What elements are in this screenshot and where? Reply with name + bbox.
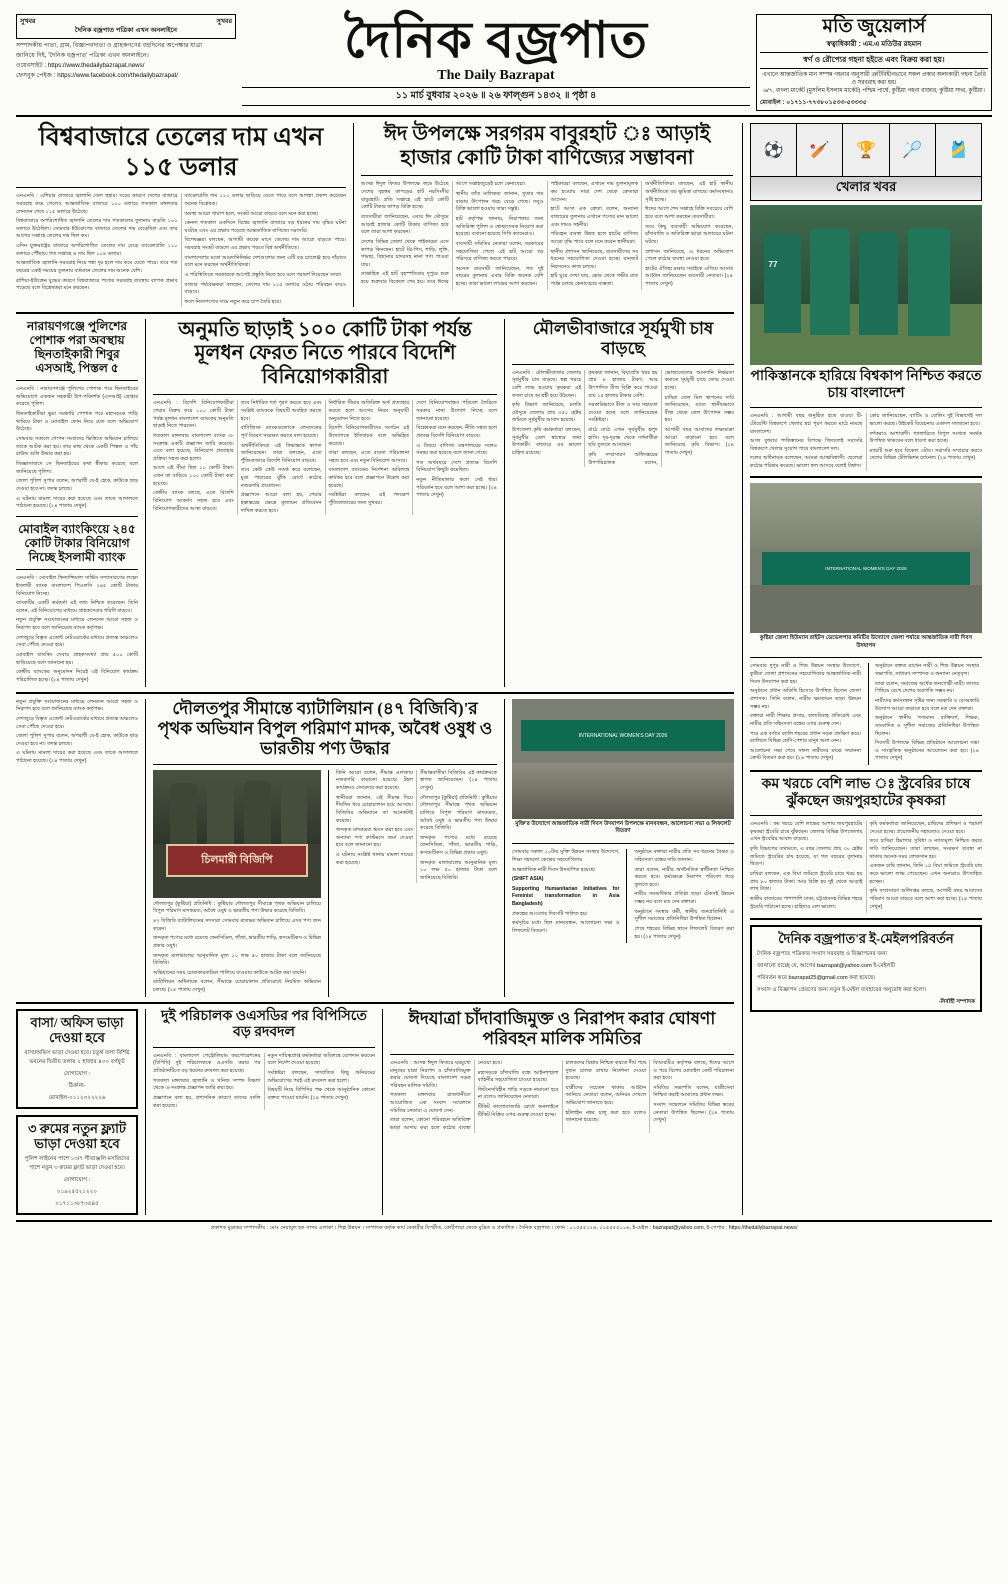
sports-section-label: খেলার খবর (750, 177, 982, 201)
paper-title: দৈনিক বজ্রপাত (344, 12, 648, 68)
jeweller-advertisement (756, 14, 992, 111)
house-rent-ad-contact-label: যোগাযোগ : (63, 1070, 91, 1077)
medal-icon: 🎽 (948, 142, 969, 160)
website-label: ওয়েবসাইট : (16, 61, 47, 69)
directors-headline: দুই পরিচালক ওএসডির পর বিপিসিতে বড় রদবদল (161, 1008, 367, 1041)
masthead-online-notice (16, 14, 236, 82)
directors-body: এনএনবি : বাংলাদেশ পেট্রোলিয়াম করপোরেশনের (বিপিসি) দুই পরিচালককে ওএসডি করার পর প্রতিষ্ঠানটিতে বড় ধরনের রদবদল করা হয়েছে। গতকাল মঙ্গলবার জ্বালানি ও খনিজ সম্পদ বিভাগ থেকে এ-সংক্রান্ত প্রজ্ঞাপন জারি করা হয়। প্রজ্ঞাপনে বলা হয়, প্রশাসনিক কারণে তাদের বদলি করা হয়েছে। নতুন দায়িত্বপ্রাপ্ত কর্মকর্তারা অবিলম্বে যোগদান করবেন বলে নির্দেশ দেওয়া হয়েছে। সংশ্লিষ্টরা বলছেন, সাম্প্রতিক কিছু অনিয়মের অভিযোগের পরই এই রদবদল করা হলো। বিষয়টি নিয়ে বিপিসির পক্ষ থেকে আনুষ্ঠানিক কোনো বক্তব্য পাওয়া যায়নি। (২৪ পাতায় দেখুন) (153, 1052, 375, 1109)
email-notice-title: দৈনিক বজ্রপাত'র ই-মেইলপরিবর্তন (778, 931, 954, 947)
police-body: এনএনবি : নারায়ণগঞ্জে পুলিশের পোশাক পরে ছিনতাইয়ের অভিযোগে একজন সহকারী উপ-পরিদর্শক (এসআই) গ্রেপ্তার করেছে পুলিশ। ছিনতাইকারীরা ভুয়া সরকারি পোশাক পরে মহাসড়কে গাড়ি থামিয়ে টাকা ও মোবাইল ফোন নিয়ে যেত বলে অভিযোগ উঠেছে। সোমবার সকালে গোপন সংবাদের ভিত্তিতে অভিযান চালিয়ে তাকে আটক করা হয়। তার কাছ থেকে একটি পিস্তল ও পাঁচ রাউন্ড গুলি উদ্ধার করা হয়। জিজ্ঞাসাবাদে সে ছিনতাইয়ের কথা স্বীকার করেছে বলে জানিয়েছে পুলিশ। জেলা পুলিশ সুপার বলেন, অপরাধী যে-ই হোক, কাউকে ছাড় দেওয়া হবে না। তদন্ত চলছে। এ ঘটনায় মামলা দায়ের করা হয়েছে এবং তাকে আদালতে পাঠানো হয়েছে। (২৪ পাতায় দেখুন) (16, 386, 138, 510)
email-notice-line-1: দৈনিক বজ্রপাত পত্রিকার সংবাদ সরবরাহ ও বিজ্ঞাপনের জন্য (757, 950, 888, 957)
football-icon: ⚽ (751, 124, 797, 176)
bank-body: এনএনবি : মোবাইল ফিন্যান্সিয়াল সার্ভিস সম্প্রসারণের লক্ষ্যে ইসলামী ব্যাংক বাংলাদেশ পিএলসি ২৪৫ কোটি টাকার বিনিয়োগ নিচ্ছে। ব্যাংকটির একটি কর্মকর্তা এই তথ্য নিশ্চিত করেছেন। তিনি বলেন, এই বিনিয়োগের মাধ্যমে গ্রাহকসেবার পরিধি বাড়বে। নতুন প্রযুক্তি সংযোজনের মাধ্যমে লেনদেন আরো সহজ ও নিরাপদ হবে বলে জানিয়েছে ব্যাংক কর্তৃপক্ষ। দেশজুড়ে বিস্তৃত এজেন্ট নেটওয়ার্কের মাধ্যমে প্রত্যন্ত অঞ্চলেও সেবা পৌঁছে দেওয়া হবে। মোবাইল ব্যাংকিং সেবায় গ্রাহকসংখ্যা প্রায় ৫০০ কোটি ছাড়িয়েছে বলে জানানো হয়। কেন্দ্রীয় ব্যাংকের অনুমোদন নিয়েই এই বিনিয়োগ কার্যক্রম পরিচালিত হচ্ছে। (২৪ পাতায় দেখুন) (16, 575, 138, 683)
ad-body: এখানে আন্তর্জাতিক মান সম্পন্ন গহনার অনুসারী ত্রুটিবিহীনভাবে সকল প্রকার অলংকারী গহনা তৈরি ও সরবরাহ করা হয়। (762, 71, 986, 86)
police-body-continued: নতুন প্রযুক্তি সংযোজনের মাধ্যমে লেনদেন আরো সহজ ও নিরাপদ হবে বলে জানিয়েছে ব্যাংক কর্তৃপক্ষ। দেশজুড়ে বিস্তৃত এজেন্ট নেটওয়ার্কের মাধ্যমে প্রত্যন্ত অঞ্চলেও সেবা পৌঁছে দেওয়া হবে। জেলা পুলিশ সুপার বলেন, অপরাধী যে-ই হোক, কাউকে ছাড় দেওয়া হবে না। তদন্ত চলছে। এ ঘটনায় মামলা দায়ের করা হয়েছে এবং তাকে আদালতে পাঠানো হয়েছে। (২৪ পাতায় দেখুন) (16, 698, 138, 765)
womens-day-body-col2: অনুষ্ঠানে বক্তব্য রাখেন নারী ও শিশু উন্নয়ন সংস্থার সভাপতি, সাধারণ সম্পাদক ও অন্যান্য নেতৃবৃন্দ। তারা বলেন, সমাজের অর্ধেক জনগোষ্ঠী নারী। তাদের পিছিয়ে রেখে দেশের অগ্রগতি সম্ভব নয়। নারীদের কর্মসংস্থান সৃষ্টির জন্য সরকারি ও বেসরকারি উদ্যোগ আরো বাড়াতে হবে বলে মত দেন বক্তারা। অনুষ্ঠানে স্থানীয় গণ্যমান্য ব্যক্তিবর্গ, শিক্ষক, সাংবাদিক ও সুশীল সমাজের প্রতিনিধিরা উপস্থিত ছিলেন। দিবসটি উপলক্ষে বিভিন্ন প্রতিষ্ঠানে আলোচনা সভা ও সাংস্কৃতিক অনুষ্ঠানের আয়োজন করা হয়। (২৪ পাতায় দেখুন) (875, 663, 979, 762)
masthead (16, 14, 992, 117)
womens-day-discussion-photo: INTERNATIONAL WOMEN'S DAY 2026 (512, 699, 734, 819)
flat-rent-ad-title: ৩ রুমের নতুন ফ্ল্যাট ভাড়া দেওয়া হবে (28, 1120, 126, 1152)
facebook-label: ফেসবুক পেইজ : (16, 71, 56, 79)
ad-brand-name: মতি জুয়েলার্স (822, 16, 926, 37)
strawberry-headline: কম খরচে বেশি লাভ ঃ স্ট্রবেরির চাষে ঝুঁকছেন জয়পুরহাটের কৃষকরা (761, 777, 971, 809)
transport-headline: ঈদযাত্রা চাঁদাবাজিমুক্ত ও নিরাপদ করার ঘোষণা পরিবহন মালিক সমিতির (408, 1008, 716, 1048)
bgb-body-col2: তিনি আরো বলেন, সীমান্ত এলাকায় নজরদারি বাড়ানো হয়েছে। টহল কার্যক্রমও জোরদার করা হয়েছে। স্থানীয়রা জানান, এই সীমান্ত দিয়ে দীর্ঘদিন ধরে চোরাচালান হয়ে আসছে। বিজিবির অভিযানে তা অনেকটাই কমেছে। জব্দকৃত মাদকদ্রব্য ধ্বংস করা হবে এবং অন্যান্য পণ্য কাস্টমসে জমা দেওয়া হবে বলে জানানো হয়। এ ঘটনায় সংশ্লিষ্ট থানায় মামলা দায়ের করা হয়েছে। সীমান্তবাসীরা বিজিবির এই কার্যক্রমকে স্বাগত জানিয়েছেন। (২৪ পাতায় দেখুন) দৌলতপুর (কুষ্টিয়া) প্রতিনিধি : কুষ্টিয়ার দৌলতপুর সীমান্তে পৃথক অভিযান চালিয়ে বিপুল পরিমাণ মাদকদ্রব্য, অবৈধ ওষুধ ও ভারতীয় পণ্য উদ্ধার করেছে বিজিবি। জব্দকৃত পণ্যের মধ্যে রয়েছে ফেনসিডিল, গাঁজা, ভারতীয় শাড়ি, কসমেটিকস ও বিভিন্ন প্রকার ওষুধ। জব্দকৃত মালামালের আনুমানিক মূল্য ১০ লক্ষ ৫০ হাজার টাকা বলে জানিয়েছে বিজিবি। (335, 769, 497, 882)
paper-title-english: The Daily Bazrapat (437, 67, 555, 83)
bgb-seizure-photo (153, 770, 321, 898)
foreign-investment-headline: অনুমতি ছাড়াই ১০০ কোটি টাকা পর্যন্ত মূলধন ফেরত নিতে পারবে বিদেশি বিনিয়োগকারীরা (178, 318, 472, 388)
police-headline: নারায়ণগঞ্জে পুলিশের পোশাক পরা অবস্থায় ছিনতাইকারী শিবুর এসআই, পিস্তল ৫ (26, 318, 128, 376)
house-rent-ad (16, 1009, 138, 1109)
masthead-title-block (242, 14, 750, 106)
notice-center: দৈনিক বজ্রপাত পত্রিকা এখন অনলাইনে (74, 27, 178, 35)
bgb-headline: দৌলতপুর সীমান্তে ব্যাটালিয়ান (৪৭ বিজিবি)'র পৃথক অভিযান বিপুল পরিমাণ মাদক, অবৈধ ওষুধ ও ভারতীয় পণ্য উদ্ধার (157, 698, 493, 758)
house-rent-ad-mobile: মোবাইল-০১১২৩২২২২৬ (48, 1094, 106, 1101)
sunflower-body: এনএনবি : মৌলভীবাজার জেলায় সূর্যমুখীর চাষ বাড়ছে। স্বল্প খরচে বেশি লাভ হওয়ায় কৃষকরা এই ফসল চাষে আগ্রহী হয়ে উঠছেন। কৃষি বিভাগ জানিয়েছে, চলতি মৌসুমে জেলায় প্রায় ৩৫০ হেক্টর জমিতে সূর্যমুখীর আবাদ হয়েছে। উপজেলা কৃষি কর্মকর্তারা বলছেন, সূর্যমুখীর তেল স্বাস্থ্যের জন্য উপকারী। বাজারে এর ভালো চাহিদা রয়েছে। কৃষকরা জানান, বিঘাপ্রতি খরচ হয় প্রায় ৮ হাজার টাকা। আর উৎপাদিত বীজ বিক্রি করে পাওয়া যায় ২৫ হাজার টাকার বেশি। সরকারিভাবে বীজ ও সার সহায়তা দেওয়া হচ্ছে বলে জানিয়েছেন সংশ্লিষ্টরা। মাঠে মাঠে এখন সূর্যমুখীর হলুদ হাসি। দূর-দূরান্ত থেকে দর্শনার্থীরা ছবি তুলতে আসছেন। কৃষি সম্প্রসারণ অধিদপ্তরের উপপরিচালক বলেন, ভোজ্যতেলের আমদানি নির্ভরতা কমাতে সূর্যমুখী চাষে জোর দেওয়া হচ্ছে। চাষিরা তেল মিল স্থাপনের দাবি জানিয়েছেন, যাতে স্থানীয়ভাবে বীজ থেকে তেল উৎপাদন সম্ভব হয়। আগামী বছর আবাদের লক্ষ্যমাত্রা আরো বাড়ানো হবে বলে জানিয়েছে কৃষি বিভাগ। (২৪ পাতায় দেখুন) (512, 369, 734, 466)
email-notice-line-2: জানানো যাচ্ছে যে, আগের bazrapat@yahoo.com ই-মেইলটি (757, 962, 896, 969)
womens-day-rally-caption: কুষ্টিয়া জেলা হিউম্যান রাইটস ডেভেলপার কমিটির উদ্যোগে জেলা পর্যায়ে আন্তর্জাতিক নারী দিবস উদযাপন (759, 634, 973, 649)
dateline: ১১ মার্চ বুধবার ২০২৬ ॥ ২৬ ফাল্গুন ১৪৩২ ॥ পৃষ্ঠা ৪ (242, 87, 750, 106)
bank-headline: মোবাইল ব্যাংকিংয়ে ২৪৫ কোটি টাকার বিনিয়োগ নিচ্ছে ইসলামী ব্যাংক (18, 521, 136, 565)
transport-body: এনএনবি : আসন্ন ঈদুল ফিতরে ঘরমুখো মানুষের যাত্রা নিরাপদ ও চাঁদাবাজিমুক্ত করার ঘোষণা দিয়েছে বাংলাদেশ সড়ক পরিবহন মালিক সমিতি। গতকাল মঙ্গলবার রাজধানীতে আয়োজিত এক সংবাদ সম্মেলনে সমিতির নেতারা এ ঘোষণা দেন। তারা বলেন, কোনো পরিবহনে অতিরিক্ত ভাড়া আদায় করা হলে কঠোর ব্যবস্থা নেওয়া হবে। মহাসড়কে চাঁদাবাজি বন্ধে আইনশৃঙ্খলা বাহিনীর সহযোগিতা চাওয়া হয়েছে। ফিটনেসবিহীন গাড়ি সড়কে নামানো হবে না বলেও জানিয়েছেন নেতারা। টিকিট কালোবাজারি রোধে অনলাইনে টিকিট বিক্রির ওপর গুরুত্ব দেওয়া হচ্ছে। চালকদের বিশ্রাম নিশ্চিত করতে দীর্ঘ পথে দুজন চালক রাখার নির্দেশনা দেওয়া হয়েছে। যাত্রীদের সচেতন থাকার আহ্বান জানিয়ে নেতারা বলেন, অনিয়ম দেখলে অভিযোগ জানাতে হবে। হটলাইন নম্বর চালু করা হবে বলেও জানানো হয়েছে। বিআরটিএ কর্তৃপক্ষ বলছে, ঈদের আগে ও পরে বিশেষ মোবাইল কোর্ট পরিচালনা করা হবে। সমিতির সভাপতি বলেন, যাত্রীসেবা নিশ্চিত করাই আমাদের প্রধান লক্ষ্য। সংবাদ সম্মেলনে সমিতির বিভিন্ন স্তরের নেতারা উপস্থিত ছিলেন। (২৪ পাতায় দেখুন) (390, 1059, 734, 1131)
bgb-photo-label: চিলমারী বিজিপি (166, 844, 307, 877)
email-notice-line-3: পরিবর্তন করে bazrapat25@gmail.com করা হয়েছে। (757, 974, 876, 981)
ad-address: ৬/৭, বাংলা মার্কেট (মুসলিম ইসলাম মার্কেট) পশ্চিম পার্শ্বে, কুষ্টিয়া গহনা বাজার, কুষ্টিয়া সদর, কুষ্টিয়া। (763, 88, 985, 95)
badminton-icon: 🏸 (890, 124, 936, 176)
foreign-investment-body: এনএনবি : বিদেশি বিনিয়োগকারীরা শেয়ার বিক্রয় করে ১০০ কোটি টাকা পর্যন্ত মূলধন বাংলাদেশ ব্যাংকের অনুমতি ছাড়াই নিতে পারবেন। গতকাল মঙ্গলবার বাংলাদেশ ব্যাংক এ-সংক্রান্ত একটি প্রজ্ঞাপন জারি করেছে। এতে বলা হয়েছে, বিনিয়োগ প্রত্যাহার প্রক্রিয়া সহজ করা হলো। আগে এই সীমা ছিল ১০ কোটি টাকা। এখন তা বাড়িয়ে ১০০ কোটি টাকা করা হয়েছে। কেন্দ্রীয় ব্যাংক বলছে, এতে বিদেশি বিনিয়োগ আকর্ষণ সহজ হবে এবং বিনিয়োগকারীদের আস্থা বাড়বে। তবে নির্ধারিত শর্ত পূরণ করতে হবে এবং সংশ্লিষ্ট ব্যাংককে বিষয়টি অবহিত করতে হবে। বাণিজ্যিক ব্যাংকগুলোকে লেনদেনের পূর্ণ বিবরণ সংরক্ষণ করতে বলা হয়েছে। অর্থনীতিবিদরা এই সিদ্ধান্তকে স্বাগত জানিয়েছেন। তারা বলছেন, এতে পুঁজিবাজারে বিদেশি বিনিয়োগ বাড়বে। তবে কেউ কেউ সতর্ক করে বলেছেন, মুদ্রা পাচারের ঝুঁকি রোধে কঠোর নজরদারি প্রয়োজন। প্রজ্ঞাপনে আরো বলা হয়, শেয়ার হস্তান্তরের ক্ষেত্রে মূল্যায়ন প্রতিবেদন দাখিল করতে হবে। নির্ধারিত সীমার অতিরিক্ত অর্থ প্রত্যাহার করতে হলে আগের নিয়ম অনুযায়ী অনুমোদন নিতে হবে। বিদেশি বিনিয়োগকারীদের সংগঠন এই উদ্যোগকে ইতিবাচক বলে অভিহিত করেছে। তারা বলছেন, এতে ব্যবসা পরিচালনা সহজ হবে এবং নতুন বিনিয়োগ আসবে। বাংলাদেশ ব্যাংকের নির্দেশনা অবিলম্বে কার্যকর হবে বলে প্রজ্ঞাপনে উল্লেখ করা হয়েছে। সংশ্লিষ্টরা বলছেন, এই পদক্ষেপ পুঁজিবাজারের জন্য সুখবর। দেশে বিনিয়োগবান্ধব পরিবেশ তৈরিতে সরকার নানা উদ্যোগ নিচ্ছে বলে জানানো হয়েছে। বিশ্লেষকরা মনে করছেন, নীতি সহজ হলে প্রত্যক্ষ বিদেশি বিনিয়োগ বাড়বে। এ বিষয়ে বাণিজ্য মন্ত্রণালয়ের সঙ্গেও সমন্বয় করা হয়েছে বলে জানা গেছে। গত অর্থবছরে দেশে প্রত্যক্ষ বিদেশি বিনিয়োগ কিছুটা কমেছিল। নতুন নীতিমালার ফলে সেই ধারা পরিবর্তন হবে বলে আশা করা হচ্ছে। (২৪ পাতায় দেখুন) (153, 400, 497, 514)
cricket-icon: 🏏 (797, 124, 843, 176)
email-change-notice (750, 925, 982, 1012)
ad-owner: স্বত্বাধিকারী : এম.এ মতিউর রহমান (826, 40, 922, 48)
womens-day-body-col1: সোমবার দুপুর নারী ও শিশু উন্নয়ন সংস্থার উদ্যোগে, কুষ্টিয়া জেলা প্রশাসনের সহযোগিতায় আন্তর্জাতিক নারী দিবস উদযাপন করা হয়। অনুষ্ঠানে প্রধান অতিথি হিসেবে উপস্থিত ছিলেন জেলা প্রশাসক। তিনি বলেন, নারীর ক্ষমতায়ন ছাড়া উন্নয়ন সম্ভব নয়। বক্তারা নারী শিক্ষার প্রসার, বাল্যবিবাহ প্রতিরোধ এবং নারীর প্রতি সহিংসতা বন্ধের ওপর গুরুত্ব দেন। পরে এক বর্ণাঢ্য র‍্যালি শহরের প্রধান সড়ক প্রদক্ষিণ করে। র‍্যালিতে বিভিন্ন শ্রেণি-পেশার মানুষ অংশ নেন। আলোচনা সভা শেষে সফল নারীদের মাঝে সম্মাননা ক্রেস্ট বিতরণ করা হয়। (২৪ পাতায় দেখুন) (750, 663, 861, 762)
flat-rent-ad-phone-1: ০১৯২৫৫২১২২০ (57, 1188, 97, 1195)
lead-oil-headline: বিশ্ববাজারে তেলের দাম এখন ১১৫ ডলার (38, 124, 324, 181)
ad-mobile: মোবাইল : ০১৭১১-৭৭৩৮০১৫৩৩-৫৩৩৩৫ (760, 99, 867, 107)
muktir-body-col2: অনুষ্ঠানে বক্তারা নারীর প্রতি সব ধরনের বৈষম্য ও সহিংসতা বন্ধের দাবি জানান। তারা বলেন, নারীর অর্থনৈতিক স্বাধীনতা নিশ্চিত করতে হবে। কর্মক্ষেত্রে নিরাপদ পরিবেশ গড়ে তুলতে হবে। নারীর সমঅধিকার প্রতিষ্ঠা ছাড়া টেকসই উন্নয়ন সম্ভব নয় বলে মত দেন বক্তারা। অনুষ্ঠানে সংস্থার কর্মী, স্থানীয় জনপ্রতিনিধি ও সুশীল সমাজের প্রতিনিধিরা উপস্থিত ছিলেন। শেষে শহরের বিভিন্ন স্থানে লিফলেট বিতরণ করা হয়। (২৪ পাতায় দেখুন) (634, 849, 734, 940)
cricket-team-photo: 77 (750, 205, 982, 365)
womens-day-rally-photo: INTERNATIONAL WOMEN'S DAY 2026 (750, 483, 982, 633)
facebook-link[interactable]: https://www.facebook.com/thedailybazrapat/ (57, 71, 178, 79)
house-rent-ad-address-label: ঠিকানা- (68, 1082, 86, 1089)
website-link[interactable]: https://www.thedailybazrapat.news/ (47, 61, 145, 69)
flat-rent-ad (16, 1115, 138, 1215)
strawberry-body: এনএনবি : কম খরচে বেশি লাভের আশায় জয়পুরহাটের কৃষকরা স্ট্রবেরি চাষে ঝুঁকছেন। জেলার বিভিন্ন উপজেলায় এখন স্ট্রবেরির আবাদ বাড়ছে। কৃষি বিভাগের তথ্যমতে, এ বছর জেলায় প্রায় ৩০ হেক্টর জমিতে স্ট্রবেরির চাষ হয়েছে, যা গত বছরের তুলনায় দ্বিগুণ। চাষিরা বলছেন, এক বিঘা জমিতে স্ট্রবেরি চাষে খরচ হয় প্রায় ৮০ হাজার টাকা। আর বিক্রি হয় দুই থেকে আড়াই লাখ টাকা। স্থানীয় বাজারের পাশাপাশি ঢাকা, চট্টগ্রামসহ বিভিন্ন শহরে স্ট্রবেরি পাঠানো হচ্ছে। চাহিদাও বেশ ভালো। কৃষি কর্মকর্তারা জানিয়েছেন, চাষিদের প্রশিক্ষণ ও পরামর্শ দেওয়া হচ্ছে। প্রয়োজনীয় সহায়তাও দেওয়া হবে। তবে চাষিরা হিমাগার সুবিধা ও ন্যায্যমূল্য নিশ্চিত করার দাবি জানিয়েছেন। তারা বলছেন, সংরক্ষণ ব্যবস্থা না থাকায় অনেক সময় লোকসান হয়। একজন চাষি জানান, তিনি ১৫ বিঘা জমিতে স্ট্রবেরি চাষ করে ভালো লাভ পেয়েছেন। এখন অন্যরাও উৎসাহিত হচ্ছেন। কৃষি সম্প্রসারণ অধিদপ্তর বলছে, আগামী বছর আবাদের পরিমাণ আরো বাড়বে বলে আশা করা হচ্ছে। (২৪ পাতায় দেখুন) (750, 821, 982, 910)
sports-icon-band (750, 123, 982, 177)
flat-rent-ad-contact-label: যোগাযোগ : (63, 1176, 91, 1183)
house-rent-ad-line-1: বাসা/অফিস ভাড়া দেওয়া হবে। চতুর্থ তলা বিশিষ্ট ভবনের দ্বিতীয় তলায় ২ হাজার ৪০০ বর্গফুট (24, 1049, 130, 1065)
notice-row-left: সুখবর (20, 18, 36, 25)
muktir-body-col1: সোমবার সকাল ১০টায় মুক্তি উন্নয়ন সংস্থার উদ্যোগে, শিক্ষা সহায়তা কেন্দ্রের সহযোগিতায় আন্তর্জাতিক নারী দিবস উদযাপিত হয়েছে। (SHIFT ASIA) Supporting Humanitarian Initiatives for Feminist transformation in Asia Bangladesh) প্রকল্পের আওতায় দিবসটি পালিত হয়। কর্মসূচির মধ্যে ছিল মানববন্ধন, আলোচনা সভা ও লিফলেট বিতরণ। (512, 849, 620, 934)
ad-tagline: স্বর্ণ ও রৌপ্যের গহনা হইতে এবং বিক্রয় করা হয়। (760, 52, 988, 69)
cricket-body: এনএনবি : আগামী বছর অনুষ্ঠিত হতে যাওয়া টি-টোয়েন্টি বিশ্বকাপে খেলার স্বপ্ন পূরণ করতে মাঠে নামছে বাংলাদেশ। আজ বুধবার পাকিস্তানের বিপক্ষে জিতলেই সরাসরি বিশ্বকাপে খেলার সুযোগ পাবে বাংলাদেশ দল। দলের অধিনায়ক বলেছেন, আমরা আত্মবিশ্বাসী। ছেলেরা কঠোর পরিশ্রম করেছে। ভালো ফল আসবে বলেই বিশ্বাস। কোচ জানিয়েছেন, ব্যাটিং ও বোলিং দুই বিভাগেই দল ভালো করছে। উইকেট বিবেচনায় একাদশ সাজানো হবে। দর্শকরাও আশাবাদী। গ্যালারিতে বিপুল সংখ্যক সমর্থক উপস্থিত থাকবেন বলে ধারণা করা হচ্ছে। ম্যাচটি শুরু হবে বিকেল ৩টায়। সরাসরি সম্প্রচার করবে দেশের বিভিন্ন টেলিভিশন চ্যানেল। (২৪ পাতায় দেখুন) (750, 413, 982, 470)
trophy-icon: 🏆 (843, 124, 889, 176)
notice-line-1: সম্পাদকীয় পাতা, গ্রাম, বিজ্ঞাপনদাতা ও গ্রাহকগণের বহুদিনের অপেক্ষার যাত্রা (16, 41, 203, 49)
sunflower-headline: মৌলভীবাজারে সূর্যমুখী চাষ বাড়ছে (532, 318, 714, 358)
flat-rent-ad-line-1: পুলিশ লাইনের পাশে ১৩/৭ গীতাঞ্জলি মসজিদের পাশে নতুন ৩ রুমের ফ্ল্যাট ভাড়া দেওয়া হবে। (24, 1155, 130, 1171)
lead-oil-body: এনএনবি : এশিয়ার বাজারে জ্বালানি তেল হুহার। দরের কারণে দেশের বাজারে সরবরাহ কমে গেলেও আন্তর্জাতিক বাজারে ১০০ ডলারে গতকাল মঙ্গলবার লেনদেন শেষে ১১৫ ডলারে উঠেছে। বিশ্ববাজারে অপরিশোধিত জ্বালানি তেলের দাম গতকালের তুলনায় বাড়তি ১০০ ডলারে উঠেছিল। সোমবার ইউরোপের বাজারে তেলের দাম বেড়েছিল এবং তার আগের সপ্তাহে তেলের দাম ছিল কম। এদিন যুক্তরাষ্ট্রের বাজারে অপরিশোধিত তেলের দাম বেড়ে ব্যারেলপ্রতি ১১০ ডলারে পৌঁছায়। গত সপ্তাহে এ দাম ছিল ১০৪ ডলার। আন্তর্জাতিক জ্বালানি সরবরাহ নিয়ে শঙ্কা দূর হলে দাম কমে যেতে পারে। তবে গত বছরের একই সময়ের তুলনায় বর্তমানে তেলের দাম অনেক বেশি। রাশিয়া-ইউক্রেন যুদ্ধের কারণে বিশ্ববাজারে পণ্যের সরবরাহ ব্যবস্থায় ব্যাপক প্রভাব পড়েছে বলে বিশ্লেষকরা মনে করছেন। ব্যারেলপ্রতি দাম ১২০ ডলার ছাড়িয়ে যেতে পারে বলে আশঙ্কা প্রকাশ করেছেন অনেক বিশ্লেষক। অবস্থা আরো খারাপ হলে, সংকট আরো বাড়বে বলে মনে করা হচ্ছে। কেননা গতকাল একদিনে বিশ্বের জ্বালানি বাজারে বড় ধরনের দাম বৃদ্ধির ঘটনা ঘটেছে এবং এর প্রভাব পড়েছে আন্তর্জাতিক বাণিজ্যে সরাসরি। বিশেষজ্ঞরা বলছেন, আগামী কয়েক মাসে তেলের দাম আরো বাড়তে পারে। সরবরাহ সংকট বাড়লে এর প্রভাব পড়বে বিশ্ব অর্থনীতিতে। বাংলাদেশের মতো আমদানিনির্ভর দেশগুলোর জন্য এটি বড় চ্যালেঞ্জ হয়ে দাঁড়াবে বলে মনে করছেন অর্থনীতিবিদরা। এ পরিস্থিতিতে সরকারকে আগেই প্রস্তুতি নিতে হবে বলে পরামর্শ দিয়েছেন তারা। বাজার পর্যবেক্ষকরা বলছেন, তেলের দাম ১১৫ ডলারে ওঠায় পরিবহন ব্যয়ও বাড়বে। ফলে নিত্যপণ্যের দামে নতুন করে চাপ তৈরি হবে। (16, 193, 346, 305)
lead-babur-hat-body: আসন্ন ঈদুল ফিতর উপলক্ষে জমে উঠেছে দেশের বৃহত্তম কাপড়ের হাট নরসিংদীর বাবুরহাট। প্রতি সপ্তাহে এই হাটে কোটি কোটি টাকার কাপড় বিক্রি হচ্ছে। ব্যবসায়ীরা জানিয়েছেন, এবার ঈদ মৌসুমে আড়াই হাজার কোটি টাকার বাণিজ্য হবে বলে তারা আশা করছেন। দেশের বিভিন্ন জেলা থেকে পাইকাররা এসে কাপড় কিনছেন। হাটে থ্রি-পিস, শাড়ি, লুঙ্গি, গামছা, বিছানার চাদরসহ নানা পণ্য পাওয়া যায়। সাপ্তাহিক এই হাট বৃহস্পতিবার দুপুরে শুরু হয়ে শুক্রবার বিকেলে শেষ হয়। তবে ঈদের আগে সপ্তাহজুড়েই চলে কেনাবেচা। স্থানীয় তাঁত মালিকরা জানান, সুতার দাম বাড়ায় উৎপাদন খরচ বেড়ে গেছে। তবুও বিক্রি ভালো হওয়ায় তারা সন্তুষ্ট। হাট কর্তৃপক্ষ জানায়, নিরাপত্তার জন্য অতিরিক্ত পুলিশ ও স্বেচ্ছাসেবক নিয়োগ করা হয়েছে। বসানো হয়েছে সিসি ক্যামেরাও। ব্যবসায়ী সমিতির নেতারা বলেন, সরকারের সহযোগিতা পেলে এই হাট আরো বড় পরিসরে বাণিজ্য করতে পারবে। অনেক ব্যবসায়ী জানিয়েছেন, গত দুই বছরের তুলনায় এবার বিক্রি অনেক বেশি হচ্ছে। তারা ভালো লাভের আশা করছেন। পাইকাররা বলছেন, এখানে দাম তুলনামূলক কম হওয়ায় সারা দেশ থেকে ক্রেতারা আসেন। হাটে আসা এক ক্রেতা বলেন, অন্যান্য বাজারের তুলনায় এখানে পণ্যের মান ভালো এবং দামও সহনীয়। পরিবহন ব্যবস্থা উন্নত হলে হাটের বাণিজ্য আরো বৃদ্ধি পাবে বলে মনে করেন স্থানীয়রা। স্থানীয় প্রশাসন জানিয়েছে, ব্যবসায়ীদের সব ধরনের সহযোগিতা দেওয়া হচ্ছে। যানজট নিরসনেও কাজ চলছে। হাট ঘুরে দেখা যায়, ভোর থেকে গভীর রাত পর্যন্ত চলছে কেনাবেচার ব্যস্ততা। অর্থনীতিবিদরা বলছেন, এই হাট স্থানীয় অর্থনীতিতে বড় ভূমিকা রাখছে। কর্মসংস্থানও সৃষ্টি হচ্ছে। ঈদের আগে শেষ সপ্তাহে বিক্রি সবচেয়ে বেশি হবে বলে আশা করছেন ব্যবসায়ীরা। তবে কিছু ব্যবসায়ী অভিযোগ করেছেন, চাঁদাবাজি ও অতিরিক্ত ভাড়া আদায়ের ঘটনা ঘটছে। প্রশাসন জানিয়েছে, এ ধরনের অভিযোগ পেলে কঠোর ব্যবস্থা নেওয়া হবে। হাটের ঐতিহ্য রক্ষায় সবাইকে এগিয়ে আসার আহ্বান জানিয়েছেন ব্যবসায়ী নেতারা। (২৪ পাতায় দেখুন) (361, 181, 733, 288)
email-notice-signature: -নির্বাহী সম্পাদক (938, 998, 975, 1005)
cricket-headline: পাকিস্তানকে হারিয়ে বিশ্বকাপ নিশ্চিত করতে চায় বাংলাদেশ (750, 369, 982, 401)
notice-row-right: সুখবর (216, 18, 232, 25)
right-column (742, 123, 982, 1214)
page-footer-imprint: প্রকাশক মুদ্রাকর সম্পাদকীয় : মোঃ নেয়ামুল হক সাগর এলাকা । শিল্প উন্নয়ন । সম্পাদক কর্তৃক কার্য বেকারীর বিপরীত, কোর্টপাড়া থেকে মুদ্রিত ও প্রকাশিত । দৈনিক বজ্রপাত । ফোন : ০১৫৫৫১২৬, ০১৫৫৫৫১১৬, ই-মেইল : bazrapat@yahoo.com, ই-পেপার : https://thedailybazrapat.news/ (16, 1220, 992, 1233)
notice-line-2: জানিয়ে দিই, 'দৈনিক বজ্রপাত' পত্রিকা এখন অনলাইনে। (16, 51, 149, 59)
womens-day-discussion-caption: মুক্তি'র উদ্যোগে আন্তর্জাতিক নারী দিবস উদযাপন উপলক্ষে মানববন্ধন, আলোচনা সভা ও লিফলেট বিতরণ (515, 820, 731, 835)
lead-babur-hat-headline: ঈদ উপলক্ষে সরগরম বাবুরহাট ঃ আড়াই হাজার কোটি টাকা বাণিজ্যের সম্ভাবনা (383, 123, 711, 169)
flat-rent-ad-phone-2: ০১৭১১৩৮৭৩৫৪৫ (55, 1200, 99, 1207)
bgb-body-col1: দৌলতপুর (কুষ্টিয়া) প্রতিনিধি : কুষ্টিয়ার দৌলতপুর সীমান্তে পৃথক অভিযান চালিয়ে বিপুল পরিমাণ মাদকদ্রব্য, অবৈধ ওষুধ ও ভারতীয় পণ্য উদ্ধার করেছে বিজিবি। ৪৭ বিজিবি ব্যাটালিয়নের সদস্যরা সোমবার রাতভর অভিযান চালিয়ে এসব পণ্য জব্দ করেন। জব্দকৃত পণ্যের মধ্যে রয়েছে ফেনসিডিল, গাঁজা, ভারতীয় শাড়ি, কসমেটিকস ও বিভিন্ন প্রকার ওষুধ। জব্দকৃত মালামালের আনুমানিক মূল্য ১০ লক্ষ ৫০ হাজার টাকা বলে জানিয়েছে বিজিবি। অভিযানের সময় চোরাকারবারিরা পালিয়ে যাওয়ায় কাউকে আটক করা যায়নি। ব্যাটালিয়ন অধিনায়ক বলেন, সীমান্তে চোরাচালান প্রতিরোধে নিয়মিত অভিযান চলছে। (২৪ পাতায় দেখুন) (153, 900, 321, 994)
house-rent-ad-title: বাসা/ অফিস ভাড়া দেওয়া হবে (30, 1014, 124, 1046)
email-notice-line-4: সংবাদ ও বিজ্ঞাপন প্রেরণের জন্য নতুন ই-মেইল ব্যবহারের অনুরোধ করা হলো। (757, 986, 927, 993)
